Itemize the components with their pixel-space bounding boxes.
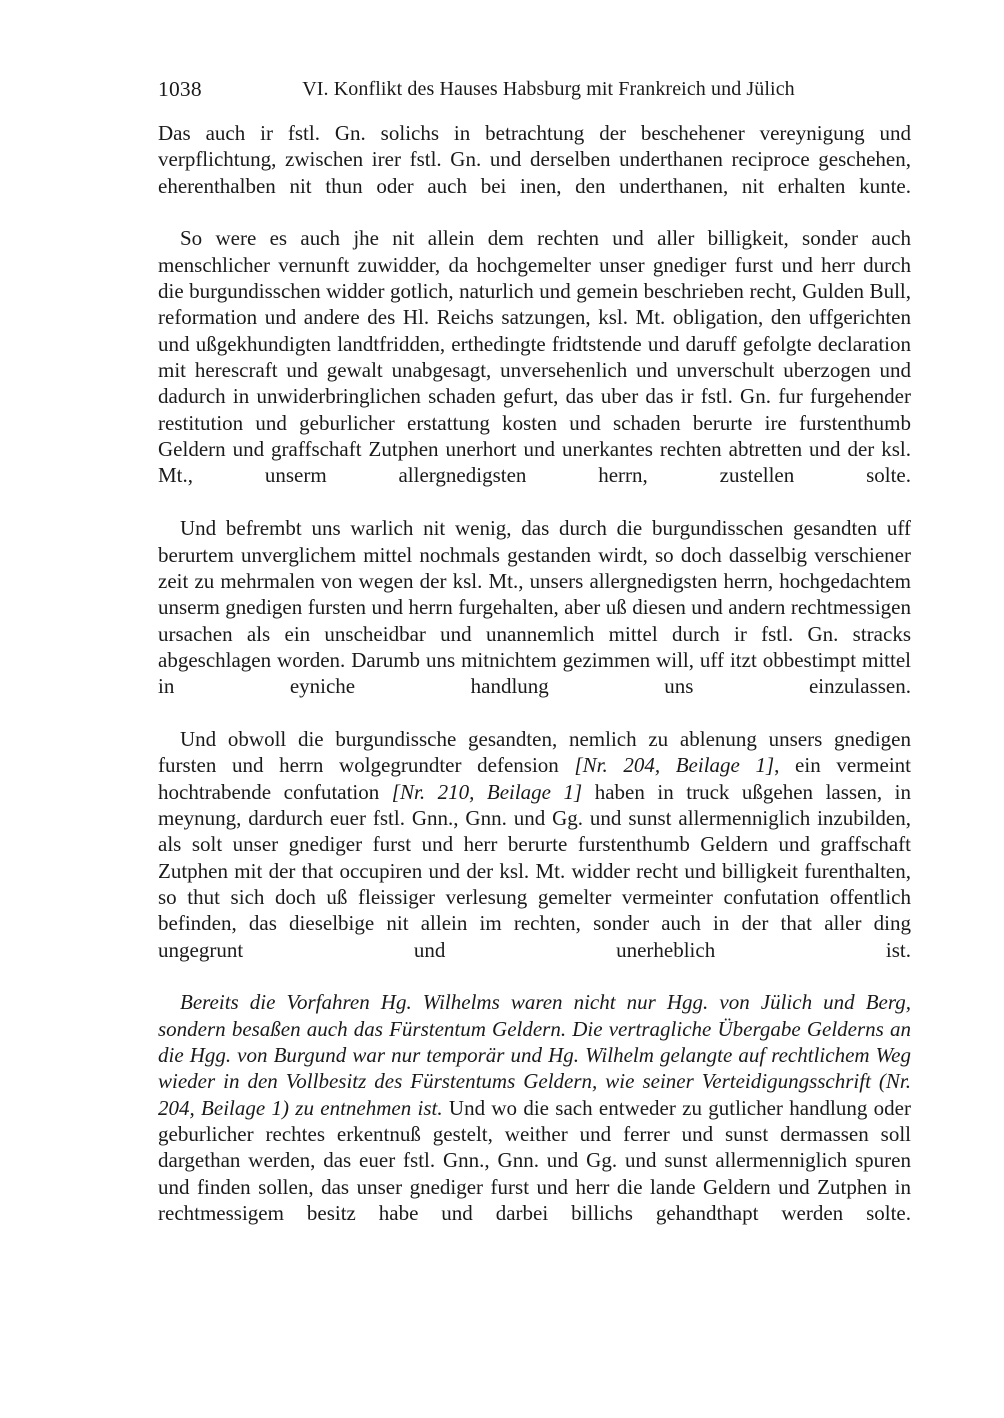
source-reference-nr-210: [Nr. 210, Beilage 1] [391, 779, 583, 804]
paragraph-2: So were es auch jhe nit allein dem rechten und aller billigkeit, sonder auch menschlicher vernunft zuwidder, da hochgemelter unser gnediger furst und herr durch die burgundisschen widder gotlich, naturlich und gemein beschrieben recht, Gulden Bull, reformation und andere des Hl. Reichs satzungen, ksl. Mt. obligation, den uffgerichten und ußgekhundigten landtfridden, erthedingte fridtstende und daruff gefolgte declaration mit herescraft und gewalt unabgesagt, unversehenlich und unverschult uberzogen und dadurch in unwiderbringlichen schaden gefurt, das uber das ir fstl. Gn. fur furgehender restitution und geburlicher erstattung kosten und schaden berurte ire furstenthumb Geldern und graffschaft Zutphen unerhort und unerkantes rechten abtretten und der ksl. Mt., unserm allergnedigsten herrn, zustellen solte. [158, 226, 911, 488]
source-reference-nr-204: [Nr. 204, Beilage 1] [574, 753, 775, 778]
paragraph-5 [158, 989, 911, 1252]
paragraph-4-text-c: haben in truck ußgehen lassen, in meynung, dardurch euer fstl. Gnn., Gnn. und Gg. und sunst allermenniglich inzubilden, als solt unser gnediger furst und herr berurte furstenthumb Geldern und graffschaft Zutphen mit der that occupiren und der ksl. Mt. widder recht und billigkeit furenthalten, so thut sich doch uß fleissiger verlesung gemelter vermeinter confutation offentlich befinden, das dieselbige nit allein im rechten, sonder auch in der that aller ding ungegrunt und unerheblich ist. [158, 779, 911, 962]
paragraph-5-text: Und wo die sach entweder zu gutlicher handlung oder geburlicher rechtes erkentnuß gestelt, weither und ferrer und sunst dermassen soll dargethan werden, das euer fstl. Gnn., Gnn. und Gg. und sunst allermenniglich spuren und finden sollen, das unser gnediger furst und herr die lande Geldern und Zutphen in rechtmessigem besitz habe und darbei billichs gehandthapt werden solte. [158, 1095, 911, 1226]
paragraph-4-text-b: , ein vermeint hochtrabende confutation [158, 753, 911, 804]
page-number: 1038 [158, 77, 202, 101]
paragraph-3: Und befrembt uns warlich nit wenig, das durch die burgundisschen gesandten uff berurtem unverglichem mittel nochmals gestanden wirdt, so doch dasselbig verschiener zeit zu mehrmalen von wegen der ksl. Mt., unsers allergnedigsten herrn, hochgedachtem unserm gnedigen fursten und herrn furgehalten, aber uß diesen und andern rechtmessigen ursachen als ein unscheidbar und unannemlich mittel durch ir fstl. Gn. stracks abgeschlagen worden. Darumb uns mitnichtem gezimmen will, uff itzt obbestimpt mittel in eyniche handlung uns einzulassen. [158, 516, 911, 699]
paragraph-1: Das auch ir fstl. Gn. solichs in betrachtung der beschehener vereynigung und verpflichtung, zwischen irer fstl. Gn. und derselben underthanen reciproce geschehen, eherenthalben nit thun oder auch bei inen, den underthanen, nit erhalten kunte. [158, 121, 911, 198]
paragraph-4 [158, 726, 911, 989]
editorial-commentary: Bereits die Vorfahren Hg. Wilhelms waren nicht nur Hgg. von Jülich und Berg, sondern besaßen auch das Fürstentum Geldern. Die vertragliche Übergabe Gelderns an die Hgg. von Burgund war nur temporär und Hg. Wilhelm gelangte auf rechtlichem Weg wieder in den Vollbesitz des Fürstentums Geldern, wie seiner Verteidigungsschrift (Nr. 204, Beilage 1) zu entnehmen ist. [158, 990, 911, 1120]
paragraph-4-text-a: Und obwoll die burgundissche gesandten, nemlich zu ablenung unsers gnedigen fursten und herrn wolgegrundter defension [158, 726, 911, 778]
running-head [158, 76, 911, 106]
body-text-block [158, 120, 911, 1253]
running-head-title: VI. Konflikt des Hauses Habsburg mit Frankreich und Jülich [302, 78, 795, 100]
